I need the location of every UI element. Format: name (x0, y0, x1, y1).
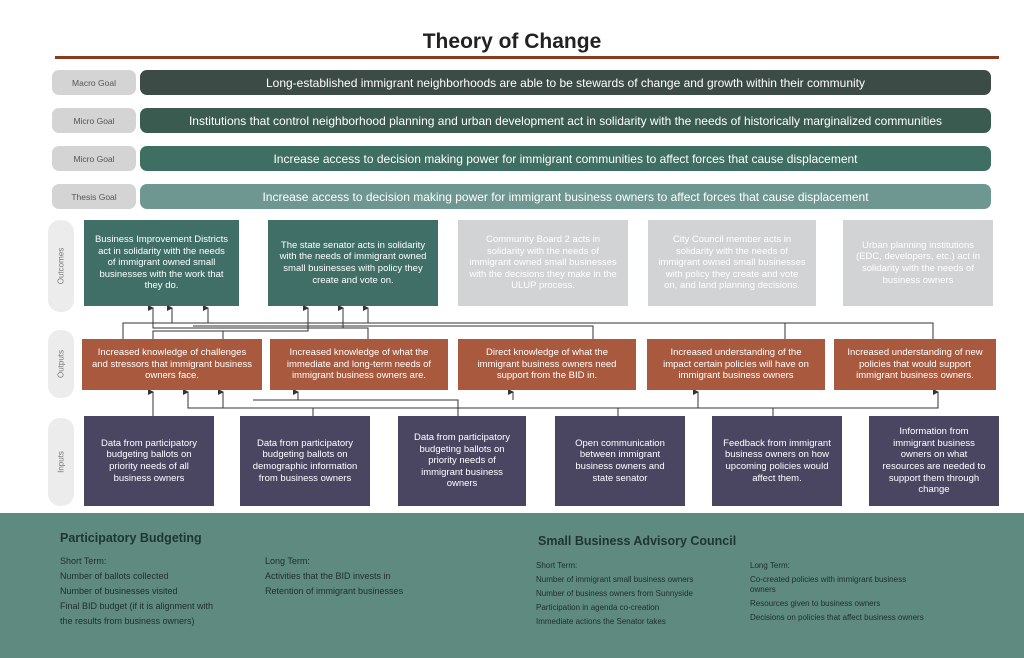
sbac-long-label: Long Term: (750, 561, 790, 570)
pb-long-item: Activities that the BID invests in (265, 571, 391, 581)
pb-short-item: Number of ballots collected (60, 571, 169, 581)
pb-heading: Participatory Budgeting (60, 531, 202, 545)
pb-short-item: the results from business owners) (60, 616, 195, 626)
sbac-long-item: Co-created policies with immigrant business owners (750, 575, 907, 594)
pb-short-label: Short Term: (60, 556, 107, 566)
output-policy-impact: Increased understanding of the impact certain policies will have on immigrant business owners (647, 339, 825, 390)
sbac-long-item: Decisions on policies that affect business owners (750, 613, 924, 622)
sbac-short-item: Participation in agenda co-creation (536, 603, 660, 612)
sbac-long-item: Resources given to business owners (750, 599, 881, 608)
goal-bar-macro: Long-established immigrant neighborhoods are able to be stewards of change and growth within their community (140, 70, 991, 95)
outcomes-section-label: Outcomes (48, 220, 74, 312)
outcome-city-council: City Council member acts in solidarity with the needs of immigrant owned small businesses with policy they create and vote on, and land planning decisions. (648, 220, 816, 306)
page-title: Theory of Change (422, 30, 602, 53)
pb-long-label: Long Term: (265, 556, 310, 566)
sbac-heading: Small Business Advisory Council (538, 534, 737, 548)
goal-label-thesis: Thesis Goal (52, 184, 136, 209)
sbac-short-item: Number of business owners from Sunnyside (536, 589, 693, 598)
pb-short-item: Final BID budget (if it is alignment with (60, 601, 214, 611)
sbac-short-item: Immediate actions the Senator takes (536, 617, 666, 626)
input-resource-info: Information from immigrant business owners on what resources are needed to support them through change (869, 416, 999, 506)
outputs-section-label: Outputs (48, 330, 74, 398)
input-feedback: Feedback from immigrant business owners on how upcoming policies would affect them. (712, 416, 842, 506)
pb-short-item: Number of businesses visited (60, 586, 178, 596)
goal-bar-thesis: Increase access to decision making power for immigrant business owners to affect forces that cause displacement (140, 184, 991, 209)
input-open-communication: Open communication between immigrant business owners and state senator (555, 416, 685, 506)
output-bid-support: Direct knowledge of what the immigrant business owners need support from the BID in. (458, 339, 636, 390)
outcome-community-board: Community Board 2 acts in solidarity with the needs of immigrant owned small businesses with the decisions they make in the ULUP process. (458, 220, 628, 306)
sbac-short-item: Number of immigrant small business owners (536, 575, 694, 584)
goal-bar-micro-2: Increase access to decision making power for immigrant communities to affect forces that cause displacement (140, 146, 991, 171)
sbac-short-label: Short Term: (536, 561, 578, 570)
pb-long-item: Retention of immigrant businesses (265, 586, 404, 596)
outcome-urban-planning: Urban planning institutions (EDC, developers, etc.) act in solidarity with the needs of business owners (843, 220, 993, 306)
input-ballots-demographic: Data from participatory budgeting ballots on demographic information from business owners (240, 416, 370, 506)
inputs-section-label: Inputs (48, 418, 74, 506)
goal-label-macro: Macro Goal (52, 70, 136, 95)
input-ballots-priority-all: Data from participatory budgeting ballots on priority needs of all business owners (84, 416, 214, 506)
output-needs: Increased knowledge of what the immediate and long-term needs of immigrant business owners are. (270, 339, 448, 390)
goal-label-micro-2: Micro Goal (52, 146, 136, 171)
output-new-policies: Increased understanding of new policies that would support immigrant business owners. (834, 339, 996, 390)
output-challenges: Increased knowledge of challenges and stressors that immigrant business owners face. (82, 339, 262, 390)
outcome-bid: Business Improvement Districts act in solidarity with the needs of immigrant owned small businesses with the work that they do. (84, 220, 239, 306)
goal-label-micro-1: Micro Goal (52, 108, 136, 133)
input-ballots-priority-immigrant: Data from participatory budgeting ballots on priority needs of immigrant business owners (398, 416, 526, 506)
goal-bar-micro-1: Institutions that control neighborhood planning and urban development act in solidarity with the needs of historically marginalized communities (140, 108, 991, 133)
outcome-state-senator: The state senator acts in solidarity with the needs of immigrant owned small businesses with policy they create and vote on. (268, 220, 438, 306)
